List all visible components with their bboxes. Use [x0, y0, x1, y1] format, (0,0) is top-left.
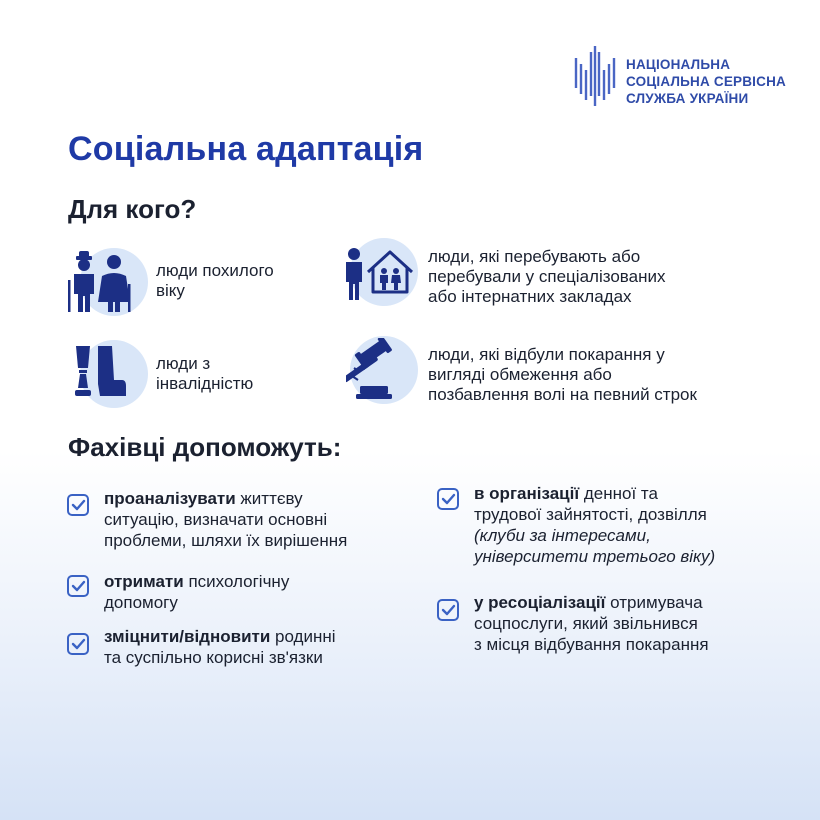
for-whom-item-institutions: люди, які перебувають або перебували у спеціалізованих або інтернатних закладах [428, 247, 666, 306]
gavel-icon [346, 338, 422, 402]
help-item-employment: в організації денної та трудової зайнятості, дозвілля (клуби за інтересами, університети третього віку) [474, 484, 716, 566]
for-whom-item-disability: люди з інвалідністю [156, 354, 254, 393]
help-item-psychological: отримати психологічну допомогу [104, 572, 290, 612]
page-title: Соціальна адаптація [68, 130, 424, 168]
institution-house-icon [340, 246, 420, 302]
help-item-analyze: проаналізувати життєву ситуацію, визначати основні проблеми, шляхи їх вирішення [104, 489, 348, 550]
checkbox-checked-icon [66, 632, 90, 656]
disability-icon [70, 342, 130, 402]
logo-line-1: НАЦІОНАЛЬНА [626, 57, 731, 72]
specialists-heading: Фахівці допоможуть: [68, 432, 342, 462]
checkbox-checked-icon [66, 493, 90, 517]
trident-logo-icon [572, 44, 618, 108]
logo-line-2: СОЦІАЛЬНА СЕРВІСНА [626, 74, 786, 89]
checkbox-checked-icon [436, 487, 460, 511]
for-whom-item-convicts: люди, які відбули покарання у вигляді обмеження або позбавлення волі на певний строк [428, 345, 697, 404]
for-whom-item-elderly: люди похилого віку [156, 261, 274, 300]
help-item-resocialization: у ресоціалізації отримувача соцпослуги, який звільнився з місця відбування покарання [474, 593, 709, 654]
checkbox-checked-icon [66, 574, 90, 598]
logo-line-3: СЛУЖБА УКРАЇНИ [626, 91, 749, 106]
logo-wordmark [626, 56, 786, 107]
elderly-people-icon [64, 250, 138, 314]
checkbox-checked-icon [436, 598, 460, 622]
help-item-family-ties: зміцнити/відновити родинні та суспільно корисні зв'язки [104, 627, 336, 667]
for-whom-heading: Для кого? [68, 194, 197, 224]
